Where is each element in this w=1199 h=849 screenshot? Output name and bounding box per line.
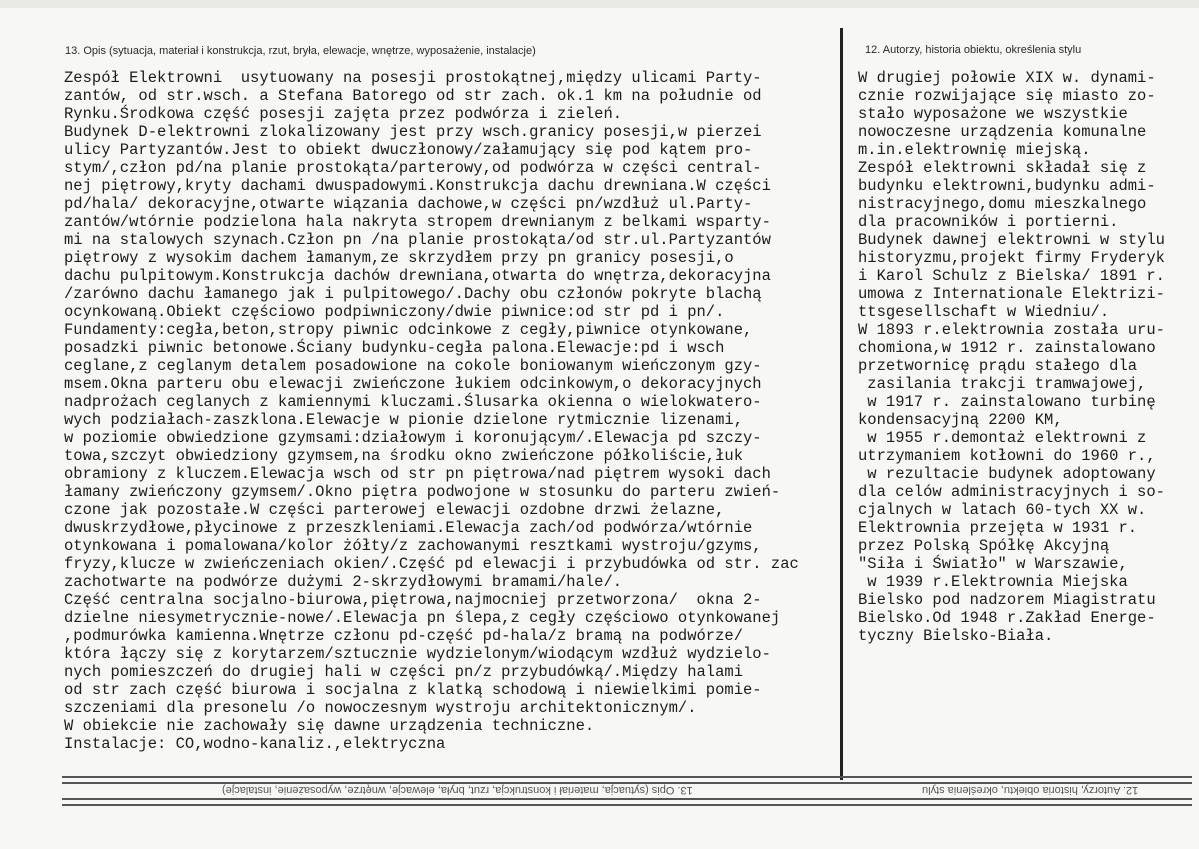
history-text-line: ttsgesellschaft w Wiedniu/. [858, 303, 1110, 321]
description-text-line: piętrowy z wysokim dachem łamanym,ze skrzydłem przy pn granicy posesji,o [64, 249, 734, 267]
history-text-line: nowoczesne urządzenia komunalne [858, 123, 1147, 141]
history-text-line: w 1939 r.Elektrownia Miejska [858, 573, 1128, 591]
history-heading: 12. Autorzy, historia obiektu, określenia stylu [865, 44, 1082, 56]
description-text-line: nadprożach ceglanych z kamiennymi kluczami.Ślusarka okienna o wielokwatero- [64, 393, 762, 411]
description-text-line: dwuskrzydłowe,płycinowe z przeszkleniami.Elewacja zach/od podwórza/wtórnie [64, 519, 753, 537]
history-text-line: historyzmu,projekt firmy Fryderyk [858, 249, 1165, 267]
history-text-line: przez Polską Spółkę Akcyjną [858, 537, 1110, 555]
description-text-line: wych podziałach-zaszklona.Elewacje w pionie dzielone rytmicznie lizenami, [64, 411, 744, 429]
history-text-line: W 1893 r.elektrownia została uru- [858, 321, 1165, 339]
description-text-line: szczeniami dla presonelu /o nowoczesnym wystroju architektonicznym/. [64, 699, 697, 717]
top-edge [0, 0, 1199, 8]
description-text-line: która łączy się z korytarzem/sztucznie wydzielonym/wiodącym wzdłuż wydzielo- [64, 645, 771, 663]
description-text-line: dzielne niesymetrycznie-nowe/.Elewacja pn ślepa,z cegły częściowo otynkowanej [64, 609, 781, 627]
description-text-line: Część centralna socjalno-biurowa,piętrowa,najmocniej przetworzona/ okna 2- [64, 591, 762, 609]
description-text-line: fryzy,klucze w zwieńczeniach okien/.Część pd elewacji i przybudówka od str. zac [64, 555, 799, 573]
description-text-line: ulicy Partyzantów.Jest to obiekt dwuczłonowy/załamujący się pod kątem pro- [64, 141, 753, 159]
description-text-line: ocynkowaną.Obiekt częściowo podpiwniczony/dwie piwnice:od str pd i pn/. [64, 303, 725, 321]
history-text-line: Budynek dawnej elektrowni w stylu [858, 231, 1165, 249]
description-text-line: zantów, od str.wsch. a Stefana Batorego od str zach. ok.1 km na południe od [64, 87, 762, 105]
history-text-line: przetwornicę prądu stałego dla [858, 357, 1138, 375]
history-text-line: "Siła i Światło" w Warszawie, [858, 555, 1128, 573]
history-text-line: dla pracowników i portierni. [858, 213, 1119, 231]
history-text-line: w rezultacie budynek adoptowany [858, 465, 1156, 483]
history-text-line: Zespół elektrowni składał się z [858, 159, 1147, 177]
description-text-line: Zespół Elektrowni usytuowany na posesji prostokątnej,między ulicami Party- [64, 69, 762, 87]
history-text-line: Bielsko pod nadzorem Miagistratu [858, 591, 1156, 609]
description-text-line: nej piętrowy,kryty dachami dwuspadowymi.Konstrukcja dachu drewniana.W części [64, 177, 771, 195]
description-text-line: Instalacje: CO,wodno-kanaliz.,elektryczna [64, 735, 446, 753]
description-text-line: posadzki piwnic betonowe.Ściany budynku-cegła palona.Elewacje:pd i wsch [64, 339, 725, 357]
description-text-line: w poziomie obwiedzione gzymsami:działowym i koronującym/.Elewacja pd szczy- [64, 429, 762, 447]
history-text-line: kondensacyjną 2200 KM, [858, 411, 1063, 429]
description-text-line: dachu pulpitowym.Konstrukcja dachów drewniana,otwarta do wnętrza,dekoracyjna [64, 267, 771, 285]
history-text [858, 69, 1193, 645]
description-text-line: pd/hala/ dekoracyjne,otwarte wiązania dachowe,w części pn/wzdłuż ul.Party- [64, 195, 753, 213]
description-text-line: W obiekcie nie zachowały się dawne urządzenia techniczne. [64, 717, 595, 735]
column-divider [840, 28, 843, 780]
description-text-line: czone jak pozostałe.W części parterowej elewacji ozdobne drzwi żelazne, [64, 501, 725, 519]
description-text-line: Rynku.Środkowa część posesji zajęta przez podwórza i zieleń. [64, 105, 623, 123]
description-heading: 13. Opis (sytuacja, materiał i konstrukcja, rzut, bryła, elewacje, wnętrze, wyposażenie, instalacje) [65, 45, 536, 57]
description-text-line: zantów/wtórnie podzielona hala nakryta stropem drewnianym z belkami wsparty- [64, 213, 771, 231]
history-text-line: umowa z Internationale Elektrizi- [858, 285, 1165, 303]
history-text-line: Elektrownia przejęta w 1931 r. [858, 519, 1138, 537]
history-text-line: dla celów administracyjnych i so- [858, 483, 1165, 501]
band-rule-bottom [62, 804, 1192, 806]
mirrored-history-heading: 12. Autorzy, historia obiektu, określenia stylu [922, 784, 1139, 796]
history-text-line: nistracyjnego,domu mieszkalnego [858, 195, 1147, 213]
history-text-line: i Karol Schulz z Bielska/ 1891 r. [858, 267, 1165, 285]
history-text-line: Bielsko.Od 1948 r.Zakład Energe- [858, 609, 1156, 627]
description-text-line: otynkowana i pomalowana/kolor żółty/z zachowanymi resztkami wystroju/gzyms, [64, 537, 762, 555]
history-text-line: w 1955 r.demontaż elektrowni z [858, 429, 1147, 447]
history-text-line: chomiona,w 1912 r. zainstalowano [858, 339, 1156, 357]
description-text-line: od str zach część biurowa i socjalna z klatką schodową i niewielkimi pomie- [64, 681, 762, 699]
history-text-line: utrzymaniem kotłowni do 1960 r., [858, 447, 1156, 465]
description-text [64, 69, 839, 753]
description-text-line: obramiony z kluczem.Elewacja wsch od str pn piętrowa/nad piętrem wysoki dach [64, 465, 771, 483]
description-text-line: Fundamenty:cegła,beton,stropy piwnic odcinkowe z cegły,piwnice otynkowane, [64, 321, 753, 339]
description-text-line: łamany zwieńczony gzymsem/.Okno piętra podwojone w stosunku do parteru zwień- [64, 483, 781, 501]
history-text-line: W drugiej połowie XIX w. dynami- [858, 69, 1156, 87]
history-text-line: tyczny Bielsko-Biała. [858, 627, 1054, 645]
description-text-line: mi na stalowych szynach.Człon pn /na planie prostokąta/od str.ul.Partyzantów [64, 231, 771, 249]
history-text-line: w 1917 r. zainstalowano turbinę [858, 393, 1156, 411]
bottom-show-through-band [62, 770, 1192, 808]
description-text-line: nych pomieszczeń do drugiej hali w części pn/z przybudówką/.Między halami [64, 663, 744, 681]
history-text-line: stało wyposażone we wszystkie [858, 105, 1128, 123]
mirrored-description-heading: 13. Opis (sytuacja, materiał i konstrukcja, rzut, bryła, elewacje, wnętrze, wyposażenie, instalacje) [222, 784, 693, 796]
description-text-line: /zarówno dachu łamanego jak i pulpitowego/.Dachy obu członów pokryte blachą [64, 285, 762, 303]
description-text-line: ,podmurówka kamienna.Wnętrze członu pd-część pd-hala/z bramą na podwórze/ [64, 627, 744, 645]
description-text-line: zachotwarte na podwórze dużymi 2-skrzydłowymi bramami/hale/. [64, 573, 623, 591]
band-rule-3 [62, 798, 1192, 800]
description-text-line: stym/,człon pd/na planie prostokąta/parterowy,od podwórza w części central- [64, 159, 762, 177]
history-text-line: zasilania trakcji tramwajowej, [858, 375, 1147, 393]
history-text-line: budynku elektrowni,budynku admi- [858, 177, 1156, 195]
description-text-line: msem.Okna parteru obu elewacji zwieńczone łukiem odcinkowym,o dekoracyjnych [64, 375, 762, 393]
history-text-line: m.in.elektrownię miejską. [858, 141, 1091, 159]
history-text-line: cznie rozwijające się miasto zo- [858, 87, 1156, 105]
band-rule-top [62, 776, 1192, 778]
description-text-line: Budynek D-elektrowni zlokalizowany jest przy wsch.granicy posesji,w pierzei [64, 123, 762, 141]
description-text-line: ceglane,z ceglanym detalem posadowione na cokole boniowanym wieńczonym gzy- [64, 357, 762, 375]
description-text-line: towa,szczyt obwiedziony gzymsem,na środku okno zwieńczone półkoliście,łuk [64, 447, 744, 465]
history-text-line: cjalnych w latach 60-tych XX w. [858, 501, 1147, 519]
